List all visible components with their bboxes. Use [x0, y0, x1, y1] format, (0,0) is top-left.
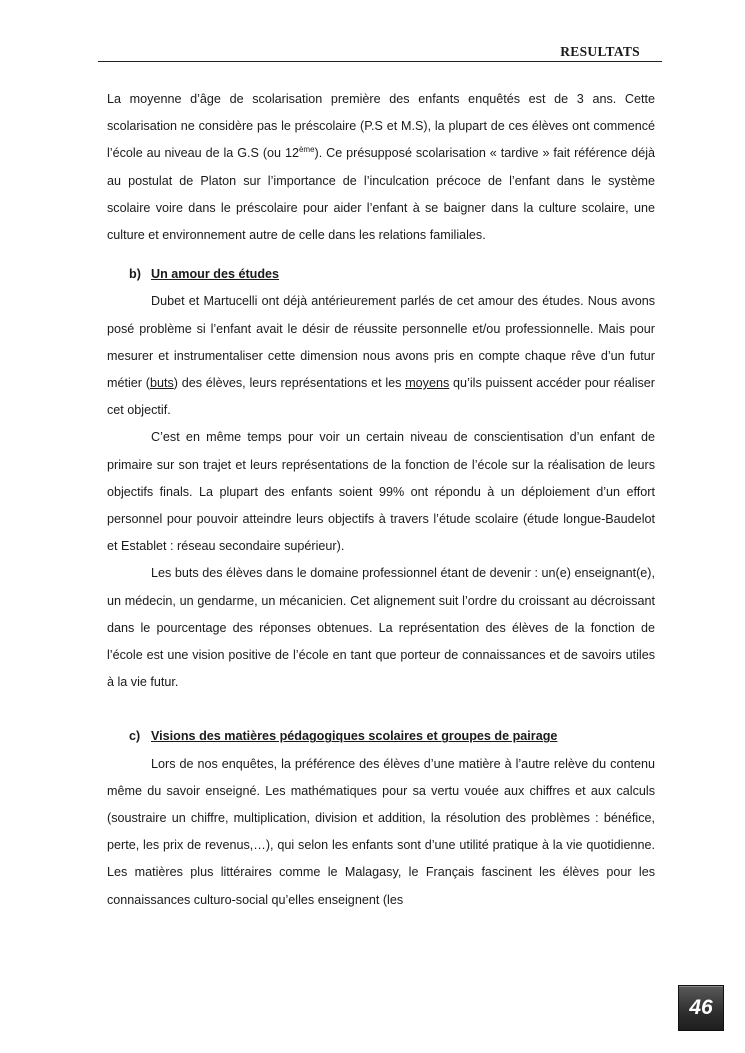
paragraph-text: qu’ils puissent accéder pour réaliser cet objectif. [107, 376, 655, 418]
paragraph-text: La moyenne d’âge de scolarisation première des enfants enquêtés est de 3 ans. Cette scolarisation ne considère pas le préscolaire (P.S et M.S), la plupart de ces élèves ont commencé l’école au niveau de la G.S (ou 12 [107, 92, 655, 161]
page-number: 46 [689, 996, 713, 1019]
paragraph-goals: Les buts des élèves dans le domaine professionnel étant de devenir : un(e) enseignant(e), un médecin, un gendarme, un mécanicien. Cet alignement suit l’ordre du croissant au décroissant dans le pourcentage des réponses obtenues. La représentation des élèves de la fonction de l’école est une vision positive de l’école en tant que porteur de connaissances et de savoirs utiles à la vie futur. [107, 566, 655, 690]
paragraph-subjects: Lors de nos enquêtes, la préférence des élèves d’une matière à l’autre relève du contenu même du savoir enseigné. Les mathématiques pour sa vertu vouée aux chiffres et aux calculs (soustraire un chiffre, multiplication, division et addition, la résolution des problèmes : bénéfice, perte, les prix de revenus,…), qui selon les enfants sont d’une utilité pratique à la vie quotidienne. Les matières plus littéraires comme le Malagasy, le Français fascinent les élèves pour les connaissances culturo-social qu’elles enseignent (les [107, 756, 655, 907]
section-letter: c) [129, 729, 141, 744]
section-title: Visions des matières pédagogiques scolaires et groupes de pairage [151, 729, 558, 744]
paragraph-love-of-studies [107, 288, 655, 424]
section-heading-c [129, 723, 655, 750]
section-title: Un amour des études [151, 267, 280, 282]
paragraph-schooling-age [107, 86, 655, 249]
paragraph-text: Dubet et Martucelli ont déjà antérieurement parlés de cet amour des études. Nous avons posé problème si l’enfant avait le désir de réussite personnelle et/ou professionnelle. Mais pour mesurer et instrumentaliser cette dimension nous avons pris en compte chaque rêve d’un futur métier ( [107, 294, 655, 391]
document-body [107, 86, 655, 914]
underlined-term: moyens [405, 376, 450, 391]
superscript: ème [298, 145, 315, 155]
paragraph-text: ). Ce présupposé scolarisation « tardive » fait référence déjà au postulat de Platon sur l’importance de l’inculcation précoce de l’enfant dans le système scolaire voire dans le préscolaire pour aider l’enfant à se baigner dans la culture scolaire, une culture et environnement autre de celle dans les relations familiales. [107, 146, 656, 243]
paragraph-awareness: C’est en même temps pour voir un certain niveau de conscientisation d’un enfant de primaire sur son trajet et leurs représentations de la fonction de l’école sur la réalisation de leurs objectifs finals. La plupart des enfants soient 99% ont répondu à un déploiement d’un effort personnel pour pouvoir atteindre leurs objectifs à travers l’étude scolaire (étude longue-Baudelot et Establet : réseau secondaire supérieur). [107, 430, 655, 554]
underlined-term: buts [149, 376, 174, 391]
page-header [98, 44, 662, 62]
blank-line [107, 696, 655, 723]
paragraph-text: ) des élèves, leurs représentations et les [173, 376, 406, 391]
page-number-box [678, 985, 724, 1031]
header-title: RESULTATS [560, 44, 640, 59]
section-letter: b) [129, 267, 141, 282]
section-heading-b [129, 261, 655, 288]
